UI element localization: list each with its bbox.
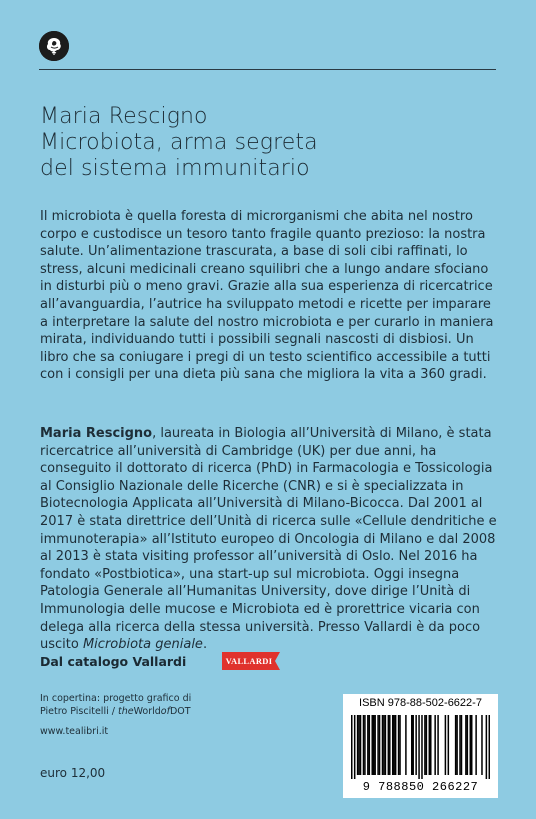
barcode-bar [392,715,394,775]
cover-credits [40,693,191,718]
publisher-website[interactable]: www.tealibri.it [40,726,109,737]
barcode-bar [461,715,463,775]
barcode-bar [455,715,457,775]
ean-barcode [351,715,490,779]
credits-dot: DOT [169,705,191,717]
barcode-bar [393,715,395,775]
author-name: Maria Rescigno [40,104,208,129]
barcode-bar [398,715,400,775]
barcode-bar [426,715,428,775]
barcode-bar [385,715,387,775]
barcode-bar [373,715,375,775]
barcode-bar [369,715,371,775]
isbn-label: ISBN 978-88-502-6622-7 [359,697,482,709]
barcode-bar [363,715,365,775]
barcode-bar [456,715,458,775]
barcode-bar [364,715,366,775]
rose-icon [39,31,69,61]
barcode-bar [367,715,369,775]
barcode-bar [481,715,483,775]
barcode-bar [459,715,461,775]
header-rule [39,69,496,70]
barcode-bar [415,715,417,775]
book-title-line-1: Microbiota, arma segreta [40,130,318,155]
barcode-bar [382,715,384,775]
catalog-label: Dal catalogo Vallardi [40,654,187,669]
barcode-bar [405,715,407,775]
barcode-bar [354,715,356,779]
publisher-logo [39,31,69,61]
barcode-bar [358,715,360,775]
book-blurb [40,208,498,384]
barcode-bar [357,715,359,775]
credits-the: the [117,705,134,717]
barcode-bar [412,715,414,775]
barcode-bar [434,715,436,775]
barcode-bar [471,715,473,775]
credits-of: of [160,705,170,717]
barcode-bar [445,715,447,775]
bio-author-name: Maria Rescigno [40,426,153,441]
barcode-bar [437,715,439,775]
bio-text: , laureata in Biologia all’Università di Milano, è stata ricercatrice all’università di Cambridge (UK) per due anni, ha conseguito il dottorato di ricerca (PhD) in Farmacologia e Tossicologia al Consiglio Nazionale delle Ricerche (CNR) e si è specializzata in Biotecnologia Applicata all’Università di Milano-Bicocca. Dal 2001 al 2017 è stata direttrice dell’Unità di ricerca sulle «Cellule dendritiche e immunoterapia» all’Istituto europeo di Oncologia di Milano e dal 2008 al 2013 è stata visiting professor all’università di Oslo. Nel 2016 ha fondato «Postbiotica», una start-up sul microbiota. Oggi insegna Patologia Generale all’Humanitas University, dove dirige l’Unità di Immunologia delle mucose e Microbiota ed è prorettrice vicaria con delega alla ricerca della stessa università. Presso Vallardi è da poco uscito [40,426,497,653]
barcode-bar [448,715,450,775]
blurb-text: Il microbiota è quella foresta di microrganismi che abita nel nostro corpo e custodisce un tesoro tanto fragile quanto prezioso: la nostra salute. Un’alimentazione trascurata, a base di soli cibi raffinati, lo stress, alcuni medicinali creano squilibri che a lungo andare sfociano in disturbi più o meno gravi. Grazie alla sua esperienza di ricercatrice all’avanguardia, l’autrice ha sviluppato metodi e ricette per imparare a interpretare la salute del nostro microbiota e per curarlo in maniera mirata, individuando tutti i possibili segnali nascosti di disbiosi. Un libro che sa coniugare i pregi di un testo scientifico accessibile a tutti con i consigli per una dieta più sana che migliora la vita a 360 gradi. [40,209,494,383]
credits-line-2 [40,706,191,719]
barcode-bar [379,715,381,775]
ean-digits: 9 788850 266227 [362,780,479,794]
barcode-bar [388,715,390,775]
barcode-bar [418,715,420,779]
bio-book-title: Microbiota geniale [82,637,203,653]
barcode-bar [429,715,431,775]
credits-line-1: In copertina: progetto grafico di [40,693,192,704]
book-title-line-2: del sistema immunitario [40,156,310,181]
barcode-bar [399,715,401,775]
credits-designer: Pietro Piscitelli / [40,705,118,717]
barcode-bar [374,715,376,775]
vallardi-badge-text: VALLARDI [225,656,273,666]
barcode-bar [377,715,379,775]
barcode-panel [343,694,498,798]
barcode-bar [421,715,423,779]
barcode-bar [486,715,488,779]
barcode-bar [465,715,467,775]
barcode-bar [371,715,373,775]
bio-paragraph [40,425,498,654]
barcode-bar [489,715,490,779]
barcode-bar [389,715,391,775]
vallardi-badge [222,652,280,670]
barcode-bar [470,715,472,775]
barcode-bar [383,715,385,775]
barcode-bar [351,715,353,779]
barcode-bar [360,715,362,775]
barcode-bar [411,715,413,775]
barcode-bar [424,715,426,775]
barcode-bar [475,715,477,775]
barcode-bar [430,715,432,775]
barcode-bar [395,715,397,775]
credits-world: World [133,705,161,717]
title-block [40,104,318,182]
price: euro 12,00 [40,766,106,780]
bio-text-end: . [202,637,208,653]
author-bio [40,425,498,654]
barcode-bar [467,715,469,775]
